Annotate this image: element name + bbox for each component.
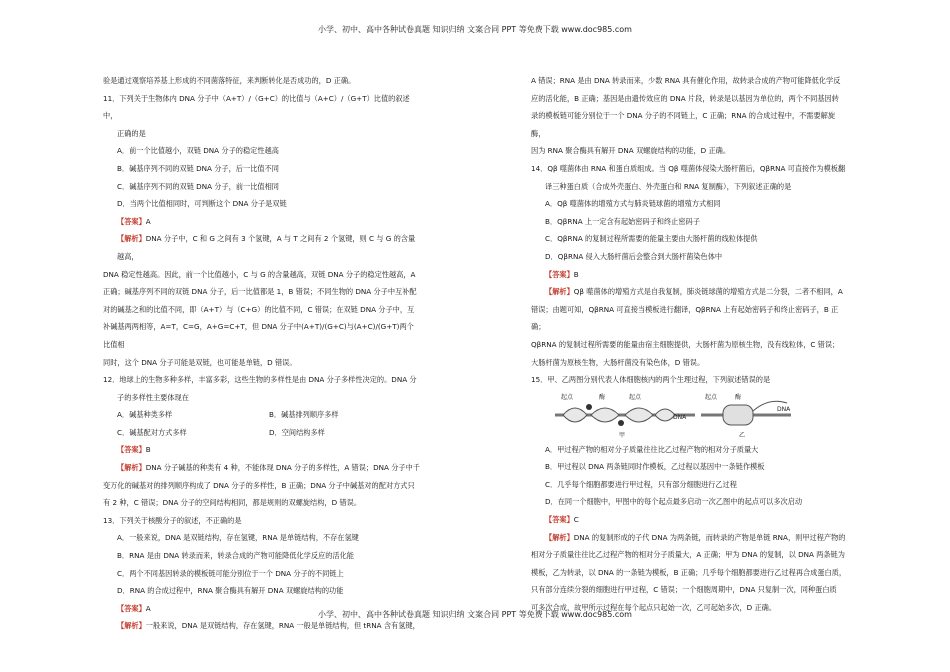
q13-continuation-4: 因为 RNA 聚合酶具有解开 DNA 双螺旋结构的功能，D 正确。 — [531, 146, 731, 156]
q15-figure — [531, 391, 849, 439]
footer-text: 小学、初中、高中各种试卷真题 知识归纳 文案合同 PPT 等免费下载 — [318, 610, 559, 619]
q12-exp-text: DNA 分子碱基的种类有 4 种，不能体现 DNA 分子的多样性，A 错误；DNA 分子中千 — [145, 463, 420, 473]
q15-explanation-5: 可多次合成，故甲所示过程在每个起点只起始一次，乙可起始多次，D 正确。 — [531, 603, 777, 613]
q12-explanation-1 — [103, 459, 421, 477]
q14-option-d: D．QβRNA 侵入大肠杆菌后会整合到大肠杆菌染色体中 — [545, 251, 723, 261]
header-text: 小学、初中、高中各种试卷真题 知识归纳 文案合同 PPT 等免费下载 — [318, 25, 559, 34]
q15-option-d: D．在同一个细胞中，甲图中的每个起点最多启动一次乙图中的起点可以多次启动 — [545, 497, 803, 507]
q12-answer — [103, 441, 421, 459]
q11-option-c: C．碱基序列不同的双链 DNA 分子，前一比值相同 — [117, 181, 279, 191]
jia-bubble-1 — [563, 408, 587, 422]
answer-tag: 【答案】 — [117, 603, 146, 613]
q15-answer-value: C — [573, 515, 579, 525]
q14-option-b: B．QβRNA 上一定含有起始密码子和终止密码子 — [545, 216, 700, 226]
q14-option-c: C．QβRNA 的复制过程所需要的能量主要由大肠杆菌的线粒体提供 — [545, 234, 758, 244]
q11-explanation-5: 补碱基两两相等，A=T，C=G，A+G=C+T，但 DNA 分子中(A+T)/(G+C)与(A+C)/(G+T)两个比值相 — [103, 322, 414, 349]
q13-option-d: D．RNA 的合成过程中，RNA 聚合酶具有解开 DNA 双螺旋结构的功能 — [117, 586, 344, 596]
q15-explanation-4: 只有部分连续分裂的细胞进行甲过程，C 错误；一个细胞周期中，DNA 只复制一次，同种蛋白质 — [531, 585, 837, 595]
jia-start-label-2: 起点 — [629, 393, 642, 401]
q13-explanation-1 — [103, 617, 421, 635]
figure-jia — [555, 393, 695, 439]
q14-answer — [531, 266, 849, 284]
q14-explanation-2: 错误；由题可知，QβRNA 可直接当模板进行翻译，QβRNA 上有起始密码子和终止密码子，B 正确； — [531, 304, 839, 332]
q12-options-row-1 — [103, 406, 421, 424]
q15-stem: 15．甲、乙两图分别代表人体细胞核内的两个生理过程，下列叙述错误的是 — [531, 375, 771, 385]
page-footer — [0, 609, 950, 620]
jia-caption: 甲 — [619, 431, 626, 439]
jia-bubble-3 — [625, 408, 653, 422]
jia-enzyme-dot-1 — [586, 404, 592, 410]
q11-explanation-4: 对的碱基之和的比值不同，即（A+T）与（C+G）的比值不同，C 错误；在双链 DNA 分子中，互 — [103, 304, 415, 314]
answer-tag: 【答案】 — [545, 269, 574, 279]
q11-stem-1: 11．下列关于生物体内 DNA 分子中（A+T）/（G+C）的比值与（A+C）/（G+T）比值的叙述中， — [103, 93, 410, 121]
q15-explanation-1 — [531, 529, 849, 547]
q14-option-a: A．Qβ 噬菌体的增殖方式与肺炎链球菌的增殖方式相同 — [545, 199, 721, 209]
q14-stem-2: 译三种蛋白质（合成外壳蛋白、外壳蛋白和 RNA 复制酶），下列叙述正确的是 — [545, 181, 792, 191]
q13-exp-text: 一般来说，DNA 是双链结构，存在氢键，RNA 一般是单链结构，但 tRNA 含有氢键， — [145, 621, 420, 631]
q12-stem-2: 子的多样性主要体现在 — [117, 392, 189, 402]
yi-caption: 乙 — [739, 431, 746, 439]
q11-stem-2: 正确的是 — [117, 128, 146, 138]
yi-enzyme-label: 酶 — [735, 393, 742, 401]
q13-continuation-1: A 错误；RNA 是由 DNA 转录而来，少数 RNA 具有催化作用，故转录合成的产物可能降低化学反 — [531, 76, 841, 85]
figure-yi — [701, 393, 791, 439]
q12-explanation-3: 有 2 种，C 错误；DNA 分子的空间结构相同，都是规则的双螺旋结构，D 错误。 — [103, 498, 362, 508]
q13-option-c: C．两个不同基因转录的模板链可能分别位于一个 DNA 分子的不同链上 — [117, 568, 344, 578]
right-column — [531, 72, 849, 617]
q11-exp-text: DNA 分子中，C 和 G 之间有 3 个氢键，A 与 T 之间有 2 个氢键，则 C 与 G 的含量越高， — [117, 234, 416, 261]
dna-process-diagram — [555, 391, 815, 439]
q13-continuation-3: 录的模板链可能分别位于一个 DNA 分子的不同链上，C 正确；RNA 的合成过程中，不需要解旋酶， — [531, 111, 836, 138]
answer-tag: 【答案】 — [545, 515, 574, 525]
q15-explanation-3: 模板，乙为转录，以 DNA 的一条链为模板，B 正确；几乎每个细胞都要进行乙过程再合成蛋白质， — [531, 567, 847, 577]
answer-tag: 【答案】 — [117, 445, 146, 455]
q15-answer — [531, 511, 849, 529]
q12-stem-1: 12．地球上的生物多种多样，丰富多彩，这些生物的多样性是由 DNA 分子多样性决定的。DNA 分 — [103, 375, 417, 385]
q12-options-row-2 — [103, 424, 421, 442]
intro-line: 验是通过观察培养基上形成的不同菌落特征，来判断转化是否成功的，D 正确。 — [103, 76, 356, 85]
q11-answer — [103, 213, 421, 231]
q15-option-b: B．甲过程以 DNA 两条链同时作模板，乙过程以基因中一条链作模板 — [545, 462, 765, 472]
yi-start-label: 起点 — [705, 393, 718, 401]
q11-option-b: B．碱基序列不同的双链 DNA 分子，后一比值不同 — [117, 163, 279, 173]
q12-answer-value: B — [145, 445, 151, 455]
question-12 — [103, 371, 421, 512]
footer-url[interactable]: www.doc985.com — [561, 610, 632, 619]
jia-enzyme-dot-2 — [618, 420, 624, 426]
q15-option-a: A．甲过程产物的相对分子质量往往比乙过程产物的相对分子质量大 — [545, 444, 759, 454]
yi-enzyme-body — [723, 405, 753, 425]
explanation-tag: 【解析】 — [117, 463, 146, 473]
page-header — [0, 24, 950, 35]
left-column — [103, 72, 421, 635]
q13-option-a: A．一般来说，DNA 是双链结构，存在氢键，RNA 是单链结构，不存在氢键 — [117, 533, 359, 543]
q11-answer-value: A — [145, 216, 151, 226]
q11-explanation-3: 正确；碱基序列不同的双链 DNA 分子，后一比值都是 1，B 错误；不同生物的 DNA 分子中互补配 — [103, 287, 417, 297]
q14-answer-value: B — [573, 269, 579, 279]
jia-bubble-4 — [655, 409, 675, 421]
answer-tag: 【答案】 — [117, 216, 146, 226]
jia-start-label-1: 起点 — [561, 393, 574, 401]
q12-explanation-2: 变万化的碱基对的排列顺序构成了 DNA 分子的多样性，B 正确；DNA 分子中碱基对的配对方式只 — [103, 480, 415, 490]
q13-option-b: B．RNA 是由 DNA 转录而来，转录合成的产物可能降低化学反应的活化能 — [117, 551, 354, 561]
q15-option-c: C．几乎每个细胞都要进行甲过程，只有部分细胞进行乙过程 — [545, 479, 737, 489]
q11-explanation-6: 同时，这个 DNA 分子可能是双链，也可能是单链，D 错误。 — [103, 357, 297, 367]
q15-explanation-2: 相对分子质量往往比乙过程产物的相对分子质量大，A 正确；甲为 DNA 的复制，以 DNA 两条链为 — [531, 550, 845, 560]
q14-exp-text: Qβ 噬菌体的增殖方式是自我复制，肺炎链球菌的增殖方式是二分裂，二者不相同，A — [573, 287, 843, 297]
jia-enzyme-label: 酶 — [599, 393, 606, 401]
q11-option-d: D．当两个比值相同时，可判断这个 DNA 分子是双链 — [117, 199, 287, 209]
q13-continuation-2: 应的活化能，B 正确；基因是由遗传效应的 DNA 片段，转录是以基因为单位的，两个不同基因转 — [531, 93, 839, 103]
q12-option-d: D．空间结构多样 — [269, 427, 325, 437]
q14-explanation-4: 大肠杆菌为原核生物，大肠杆菌没有染色体，D 错误。 — [531, 357, 705, 367]
explanation-tag: 【解析】 — [545, 532, 574, 542]
explanation-tag: 【解析】 — [117, 621, 146, 631]
header-url[interactable]: www.doc985.com — [561, 25, 632, 34]
jia-bubble-2 — [591, 408, 619, 422]
question-14 — [531, 160, 849, 371]
q12-option-c: C．碱基配对方式多样 — [117, 427, 187, 437]
explanation-tag: 【解析】 — [117, 234, 146, 244]
q11-explanation-1 — [103, 230, 421, 265]
explanation-tag: 【解析】 — [545, 287, 574, 297]
question-11 — [103, 90, 421, 372]
q11-explanation-2: DNA 稳定性越高。因此，前一个比值越小，C 与 G 的含量越高，双链 DNA 分子的稳定性越高，A — [103, 269, 416, 279]
q13-answer-value: A — [145, 603, 151, 613]
q15-exp-text: DNA 的复制形成的子代 DNA 为两条链，而转录的产物是单链 RNA，则甲过程产物的 — [573, 532, 846, 542]
question-15 — [531, 371, 849, 617]
jia-dna-label: DNA — [673, 413, 687, 421]
q14-stem-1: 14．Qβ 噬菌体由 RNA 和蛋白质组成。当 Qβ 噬菌体侵染大肠杆菌后，QβRNA 可直接作为模板翻 — [531, 163, 846, 173]
q12-option-a: A．碱基种类多样 — [117, 410, 173, 420]
q12-option-b: B．碱基排列顺序多样 — [269, 410, 339, 420]
q14-explanation-1 — [531, 283, 849, 301]
q13-stem: 13．下列关于核酸分子的叙述，不正确的是 — [103, 515, 242, 525]
yi-dna-label: DNA — [777, 405, 791, 413]
q14-explanation-3: QβRNA 的复制过程所需要的能量由宿主细胞提供，大肠杆菌为原核生物，没有线粒体，C 错误； — [531, 339, 840, 349]
q11-option-a: A．前一个比值越小，双链 DNA 分子的稳定性越高 — [117, 146, 279, 156]
